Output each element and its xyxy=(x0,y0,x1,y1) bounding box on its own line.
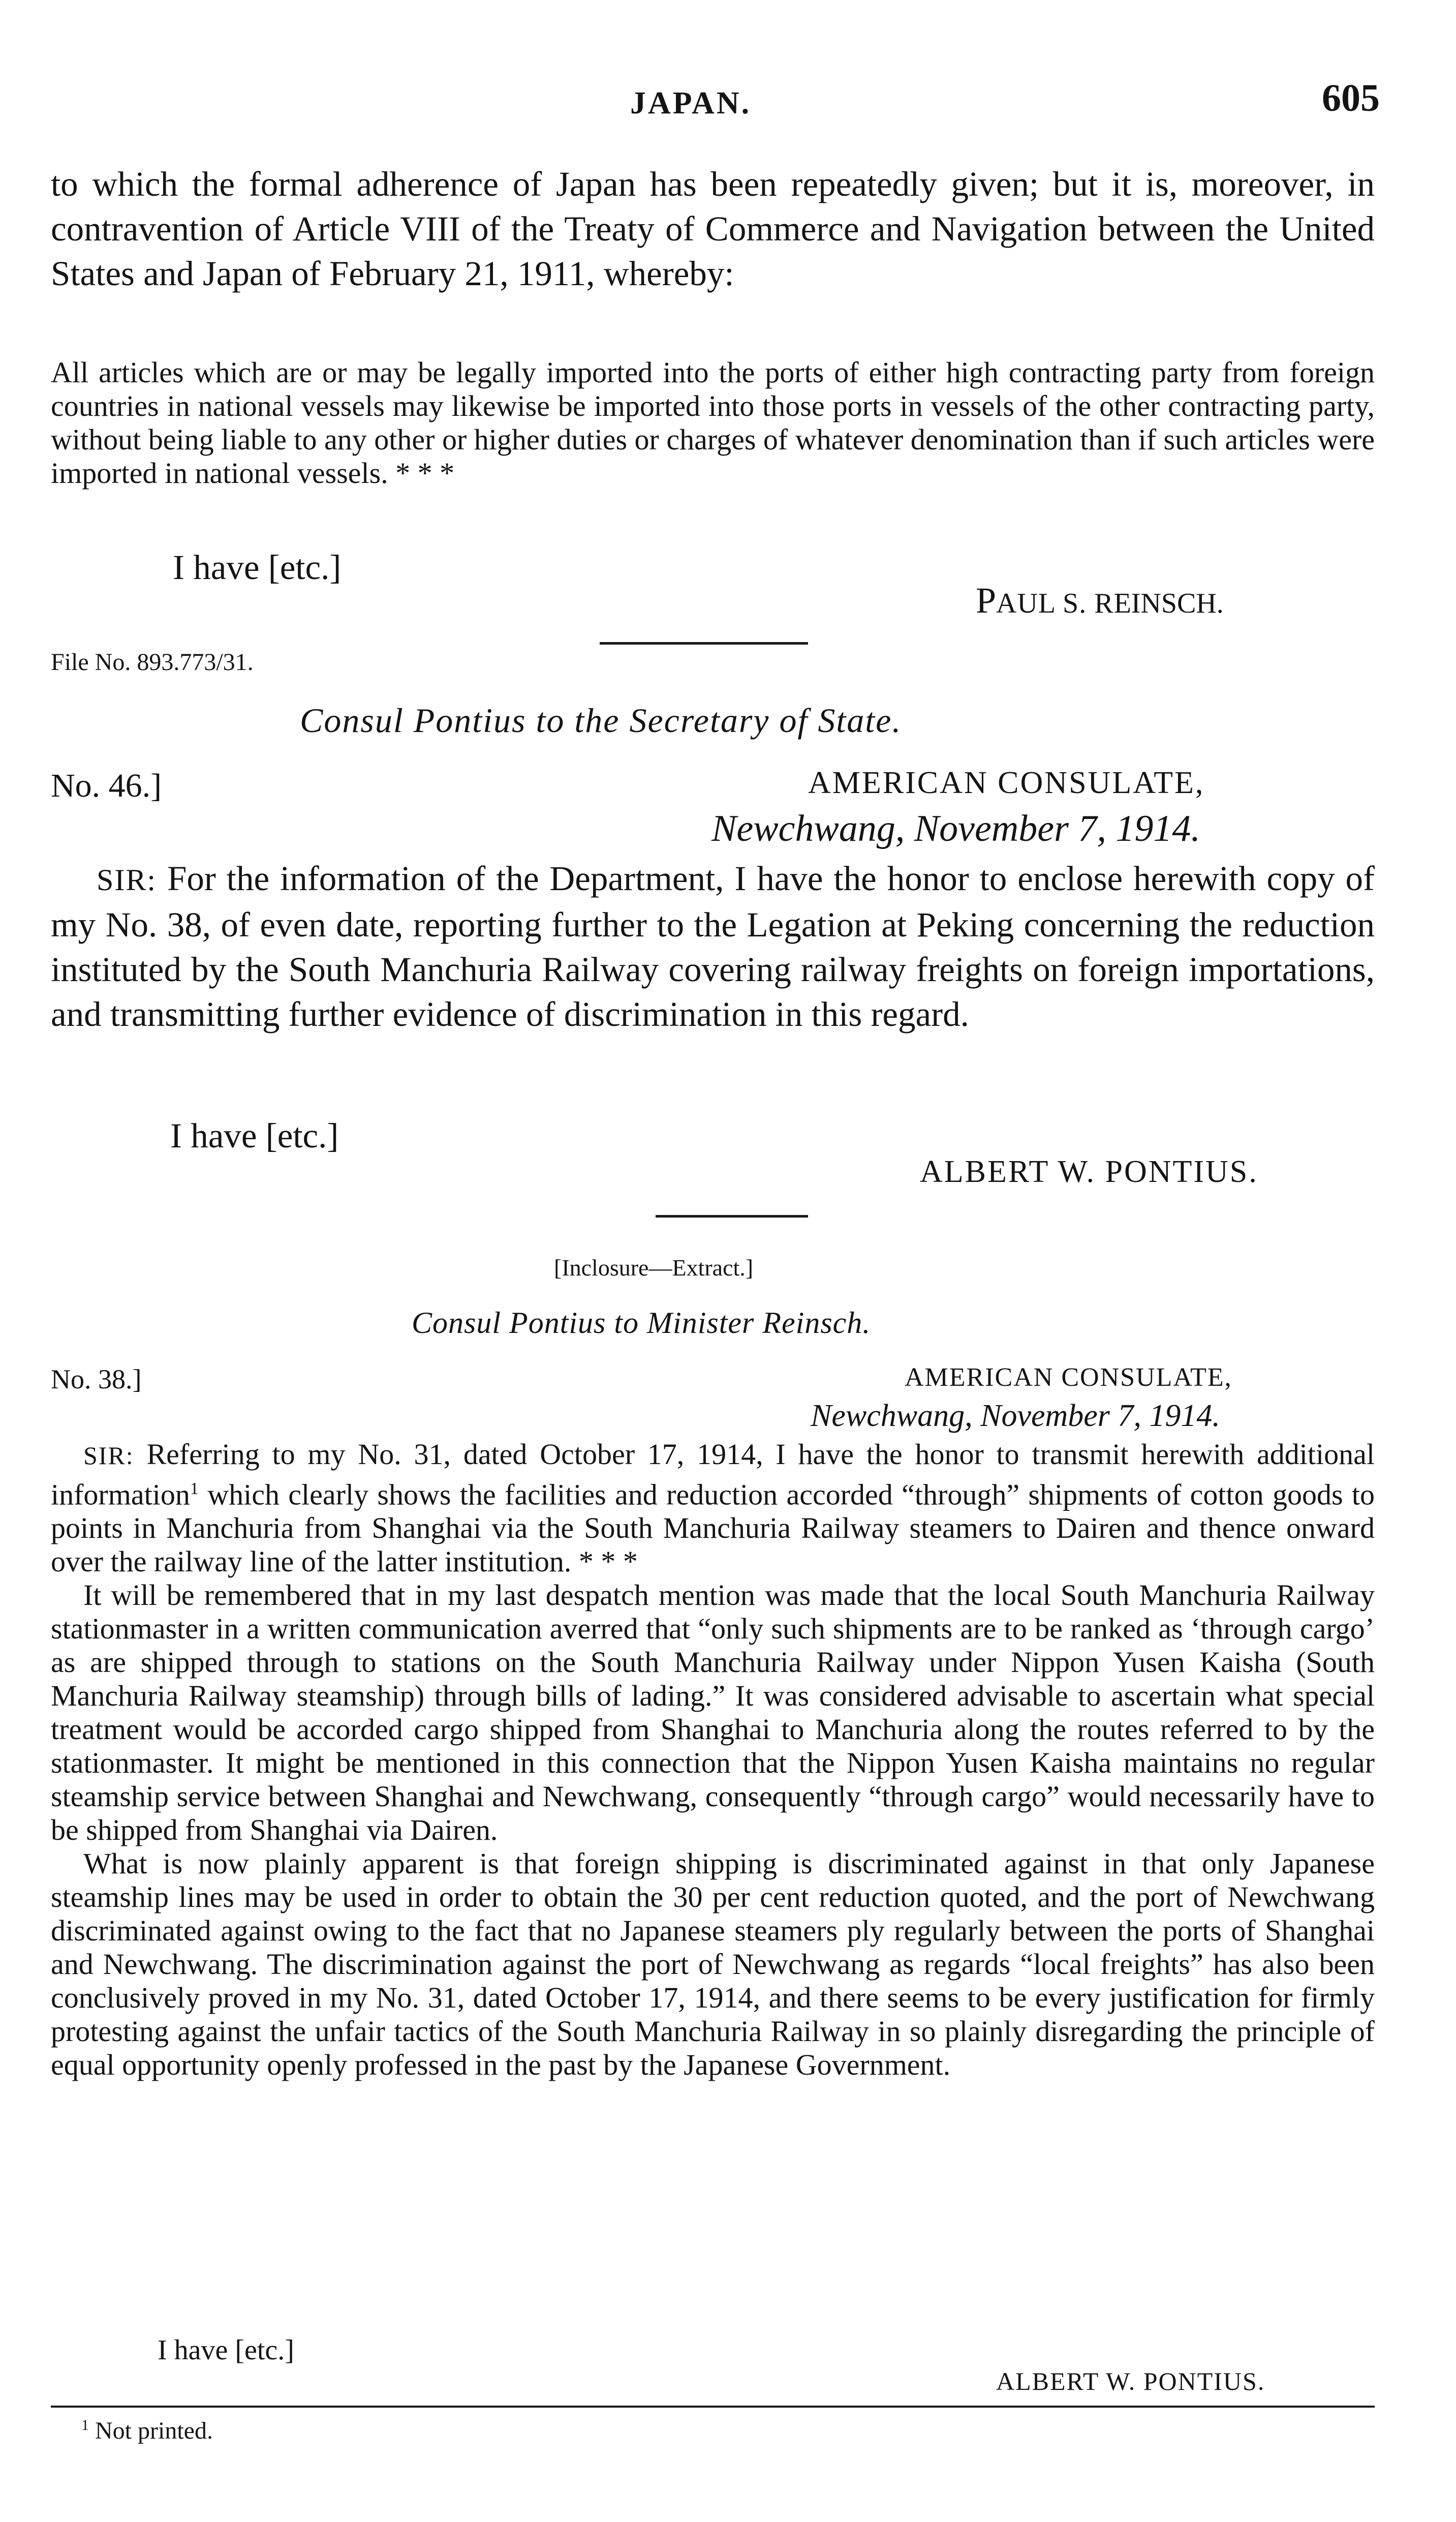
inclosure-place-date: Newchwang, November 7, 1914. xyxy=(811,1399,1220,1433)
inclosure-paragraph-1 xyxy=(51,1438,1375,1578)
footnote xyxy=(81,2417,213,2445)
file-number: File No. 893.773/31. xyxy=(51,649,254,676)
letter2-salutation: SIR: xyxy=(97,863,157,897)
running-title: JAPAN. xyxy=(630,86,752,120)
inclosure-closing: I have [etc.] xyxy=(158,2334,294,2366)
signature-initial: P xyxy=(976,580,997,621)
footnote-text: Not printed. xyxy=(95,2417,213,2444)
letter1-treaty-quote: All articles which are or may be legally imported into the ports of either high contracting party from foreign countries in national vessels may likewise be imported into those ports in vessels of the other contracting party, without being liable to any other or higher duties or charges of whatever denomination than if such articles were imported in national vessels. * * * xyxy=(51,356,1375,490)
inclosure-consulate: AMERICAN CONSULATE, xyxy=(905,1363,1232,1392)
letter2-consulate: AMERICAN CONSULATE, xyxy=(808,766,1205,800)
letter2-closing: I have [etc.] xyxy=(170,1116,339,1155)
letter2-body xyxy=(51,856,1375,1037)
letter2-place-date: Newchwang, November 7, 1914. xyxy=(711,808,1200,849)
letter2-number: No. 46.] xyxy=(51,767,162,804)
inclosure-body xyxy=(51,1438,1375,2082)
inclosure-heading: Consul Pontius to Minister Reinsch. xyxy=(412,1306,871,1340)
letter2-body-text: For the information of the Department, I have the honor to enclose herewith copy of my No. 38, of even date, reporting further to the Legation at Peking concerning the reduction instituted by the South Manchuria Railway covering railway freights on foreign importations, and transmitting further evidence of discrimination in this regard. xyxy=(51,859,1375,1034)
page-number: 605 xyxy=(1322,77,1380,119)
footnote-rule xyxy=(51,2406,1375,2408)
signature-end: EINSCH. xyxy=(1113,588,1224,619)
inclosure-signature: ALBERT W. PONTIUS. xyxy=(996,2367,1265,2395)
inclosure-para1-rest: which clearly shows the facilities and reduction accorded “through” shipments of cotton goods to points in Manchuria from Shanghai via the South Manchuria Railway steamers to Dairen and thence onward over the railway line of the latter institution. * * * xyxy=(51,1478,1375,1578)
signature-middle: AUL S. R xyxy=(996,588,1114,619)
inclosure-number: No. 38.] xyxy=(51,1364,142,1394)
footnote-mark: 1 xyxy=(81,2417,89,2434)
inclosure-label: [Inclosure—Extract.] xyxy=(554,1255,754,1281)
letter1-continuation: to which the formal adherence of Japan has been repeatedly given; but it is, moreover, in contravention of Article VIII of the Treaty of Commerce and Navigation between the United States and Japan of February 21, 1911, whereby: xyxy=(51,165,1375,293)
inclosure-paragraph-2: It will be remembered that in my last despatch mention was made that the local South Manchuria Railway stationmaster in a written communication averred that “only such shipments are to be ranked as ‘through cargo’ as are shipped through to stations on the South Manchuria Railway under Nippon Yusen Kaisha (South Manchuria Railway steamship) through bills of lading.” It was considered advisable to ascertain what special treatment would be accorded cargo shipped from Shanghai to Manchuria along the routes referred to by the stationmaster. It might be mentioned in this connection that the Nippon Yusen Kaisha maintains no regular steamship service between Shanghai and Newchwang, consequently “through cargo” would necessarily have to be shipped from Shanghai via Dairen. xyxy=(51,1578,1375,1847)
inclosure-para1-text: Referring to my No. 31, dated October 17, 1914, I have the honor to transmit herewith additional information xyxy=(51,1438,1375,1511)
inclosure-paragraph-3: What is now plainly apparent is that foreign shipping is discriminated against in that only Japanese steamship lines may be used in order to obtain the 30 per cent reduction quoted, and the port of Newchwang discriminated against owing to the fact that no Japanese steamers ply regularly between the ports of Shanghai and Newchwang. The discrimination against the port of Newchwang as regards “local freights” has also been conclusively proved in my No. 31, dated October 17, 1914, and there seems to be every justification for firmly protesting against the unfair tactics of the South Manchuria Railway in so plainly disregarding the principle of equal opportunity openly professed in the past by the Japanese Government. xyxy=(51,1847,1375,2082)
letter2-signature: ALBERT W. PONTIUS. xyxy=(920,1154,1258,1189)
section-divider xyxy=(600,642,808,645)
section-divider-2 xyxy=(656,1215,808,1218)
inclosure-salutation: SIR: xyxy=(83,1441,134,1470)
letter2-heading: Consul Pontius to the Secretary of State. xyxy=(300,701,902,740)
letter1-closing: I have [etc.] xyxy=(173,548,342,587)
footnote-reference: 1 xyxy=(190,1479,199,1498)
letter1-signature xyxy=(976,580,1224,622)
